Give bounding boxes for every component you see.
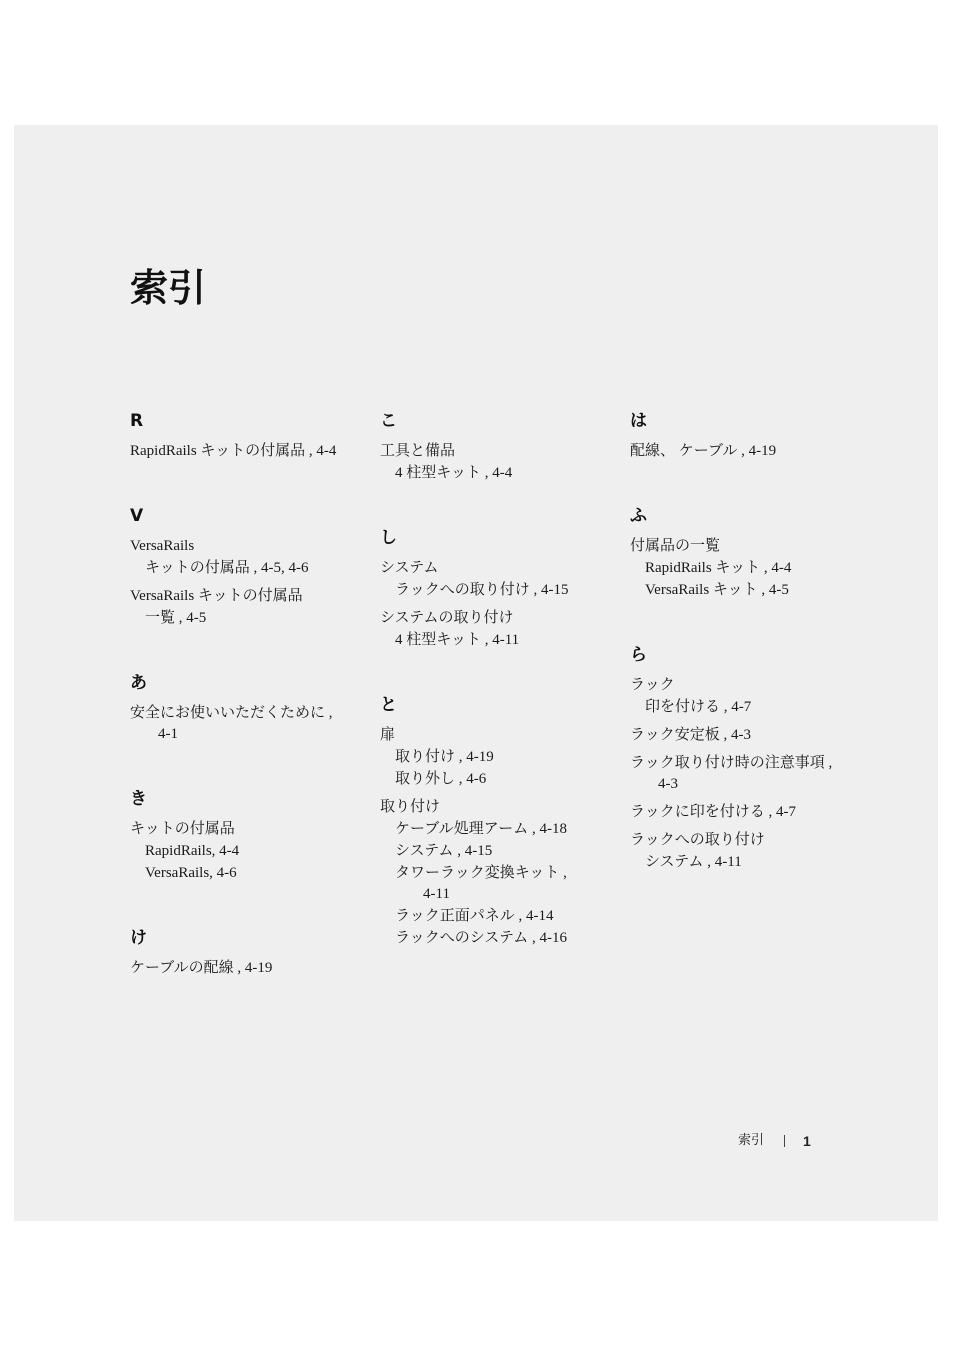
entry-subterm: RapidRails キット , 4-4 [645, 560, 792, 576]
index-section [130, 410, 370, 462]
entry-term: RapidRails キットの付属品 , 4-4 [130, 443, 337, 459]
subterm-text: タワーラック変換キット , [395, 865, 567, 881]
entry-subterm: VersaRails, 4-6 [145, 865, 237, 881]
entry-subterm: 一覧 , 4-5 [145, 610, 207, 626]
section-heading: こ [380, 411, 397, 431]
entry-subterm: 印を付ける , 4-7 [645, 699, 752, 715]
section-heading: し [380, 528, 397, 548]
index-section [630, 505, 870, 601]
index-entry [380, 725, 620, 790]
entry-subterm: ラックへの取り付け , 4-15 [395, 582, 569, 598]
index-entry [630, 725, 870, 746]
section-heading: と [380, 695, 397, 715]
index-entry [130, 441, 370, 462]
entry-term: VersaRails [130, 538, 195, 554]
section-heading: ら [630, 645, 647, 665]
index-section [630, 410, 870, 462]
entry-term: システム [380, 560, 439, 576]
entry-term: 配線、 ケーブル , 4-19 [630, 443, 777, 459]
index-column-3 [630, 410, 870, 916]
index-section [380, 410, 620, 484]
entry-term: システムの取り付け [380, 610, 514, 626]
entry-term: 扉 [380, 727, 396, 743]
entry-term: キットの付属品 [130, 821, 235, 837]
entry-subterm: ラックへのシステム , 4-16 [395, 930, 567, 946]
entry-term: ケーブルの配線 , 4-19 [130, 960, 273, 976]
index-section [130, 505, 370, 629]
page-number: 1 [803, 1133, 811, 1149]
index-entry [380, 558, 620, 601]
index-section [380, 527, 620, 651]
entry-subterm: システム , 4-11 [645, 854, 742, 870]
index-section [630, 644, 870, 873]
entry-continuation: 4-3 [658, 776, 678, 792]
index-section [130, 788, 370, 884]
page-title: 索引 [130, 266, 207, 310]
index-section [130, 927, 370, 979]
section-heading: あ [130, 673, 147, 693]
index-entry [630, 441, 870, 462]
index-column-1 [130, 410, 370, 1022]
subterm-continuation: 4-11 [423, 886, 450, 902]
entry-subterm: キットの付属品 , 4-5, 4-6 [145, 560, 309, 576]
entry-subterm: RapidRails, 4-4 [145, 843, 240, 859]
index-entry [130, 958, 370, 979]
entry-term: 取り付け [380, 799, 441, 815]
entry-continuation: 4-1 [158, 726, 178, 742]
entry-term: VersaRails キットの付属品 [130, 588, 303, 604]
section-heading: は [630, 411, 647, 431]
index-entry [630, 753, 870, 795]
index-entry [630, 830, 870, 873]
index-entry [130, 819, 370, 884]
index-entry [380, 608, 620, 651]
index-column-2 [380, 410, 620, 992]
footer-label: 索引 [738, 1133, 765, 1148]
entry-term: ラック [630, 677, 675, 693]
index-section [380, 694, 620, 949]
entry-term: ラック取り付け時の注意事項 , [630, 755, 833, 771]
entry-subterm: システム , 4-15 [395, 843, 493, 859]
section-heading: V [130, 506, 144, 526]
entry-subterm: VersaRails キット , 4-5 [645, 582, 789, 598]
entry-term: 安全にお使いいただくために , [130, 705, 333, 721]
page-footer [738, 1130, 811, 1152]
index-entry [380, 441, 620, 484]
entry-subterm: 4 柱型キット , 4-4 [395, 465, 513, 481]
index-entry [630, 536, 870, 601]
index-entry [130, 586, 370, 629]
section-heading: R [130, 411, 144, 431]
index-entry [380, 797, 620, 949]
index-entry [130, 536, 370, 579]
entry-subterm: ラック正面パネル , 4-14 [395, 908, 554, 924]
index-entry [630, 675, 870, 718]
entry-subterm: ケーブル処理アーム , 4-18 [395, 821, 567, 837]
entry-subterm [380, 863, 620, 905]
entry-term: ラック安定板 , 4-3 [630, 727, 751, 743]
entry-subterm: 4 柱型キット , 4-11 [395, 632, 520, 648]
index-entry [130, 703, 370, 745]
entry-term: 付属品の一覧 [630, 538, 721, 554]
section-heading: ふ [630, 506, 647, 526]
index-entry [630, 802, 870, 823]
index-section [130, 672, 370, 745]
section-heading: け [130, 928, 147, 948]
footer-separator [784, 1135, 785, 1147]
entry-subterm: 取り付け , 4-19 [395, 749, 494, 765]
section-heading: き [130, 789, 147, 809]
entry-term: 工具と備品 [380, 443, 456, 459]
entry-term: ラックに印を付ける , 4-7 [630, 804, 796, 820]
entry-subterm: 取り外し , 4-6 [395, 771, 487, 787]
entry-term: ラックへの取り付け [630, 832, 765, 848]
